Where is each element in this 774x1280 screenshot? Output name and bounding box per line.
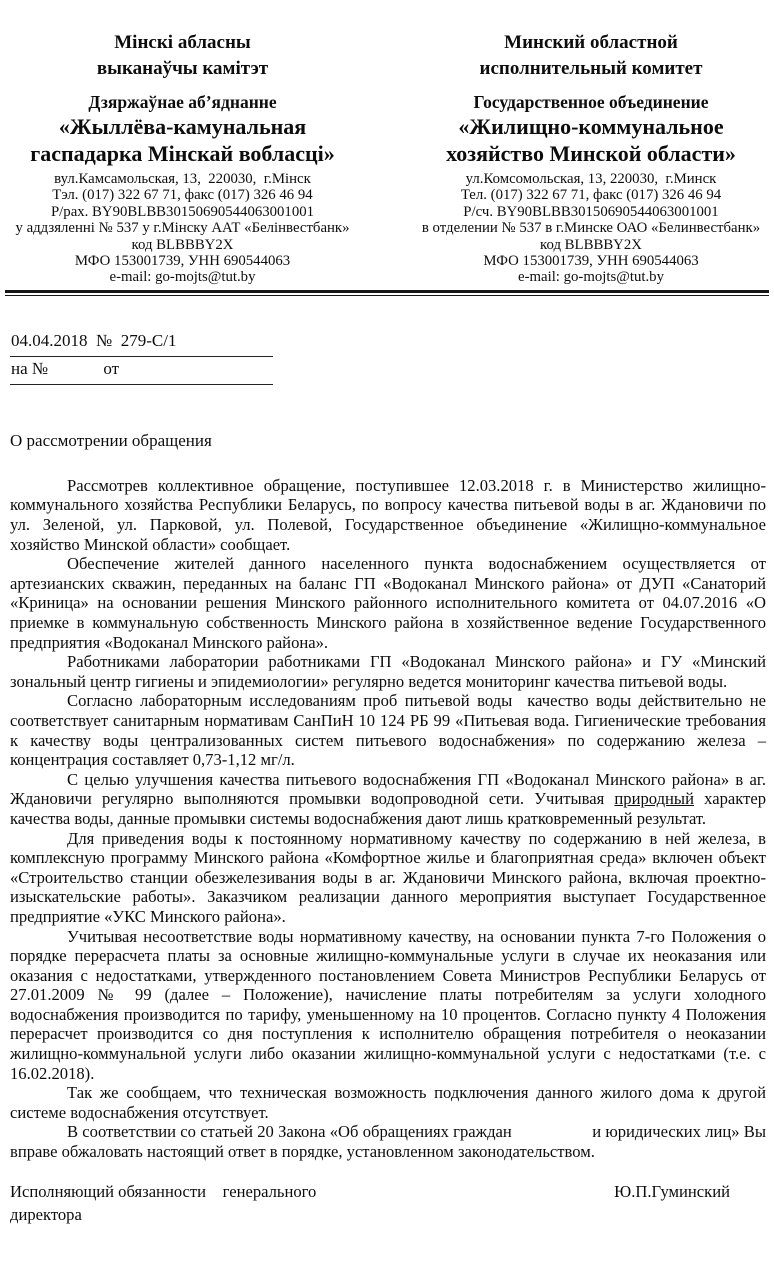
reference-block xyxy=(10,329,273,385)
organization-name-ru xyxy=(416,113,766,167)
phone-line: Тэл. (017) 322 67 71, факс (017) 326 46 94 xyxy=(52,187,313,204)
organization-name-by xyxy=(10,113,355,167)
address-block-ru xyxy=(416,171,766,286)
signature-position xyxy=(10,1180,316,1226)
bank-line: у аддзяленні № 537 у г.Мінску ААТ «Белінвестбанк» xyxy=(15,220,350,237)
body-paragraph: Так же сообщаем, что техническая возможность подключения данного жилого дома к другой системе водоснабжения отсутствует. xyxy=(10,1083,766,1122)
organization-name-line: хозяйство Минской области» xyxy=(446,141,736,166)
underlined-word: природный xyxy=(614,789,694,809)
body-paragraph: Для приведения воды к постоянному нормативному качеству по содержанию в ней железа, в комплексную программу Минского района «Комфортное жилье и благоприятная среда» включен объект «Строительство станции обезжелезивания воды в аг. Ждановичи Минского района, включая проектно-изыскательские работы». Заказчиком реализации данного мероприятия выступает Государственное предприятие «УКС Минского района». xyxy=(10,828,766,926)
body-paragraph: Обеспечение жителей данного населенного пункта водоснабжением осуществляется от артезианских скважин, переданных на баланс ГП «Водоканал Минского района» от ДУП «Санаторий «Криница» на основании решения Минского районного исполнительного комитета от 04.07.2016 «О приемке в коммунальную собственность Минского района в хозяйственное ведение Государственного предприятия «Водоканал Минского района». xyxy=(10,554,766,652)
organization-name-line: гаспадарка Мінскай вобласці» xyxy=(30,141,335,166)
body-paragraph: В соответствии со статьей 20 Закона «Об обращениях граждан и юридических лиц» Вы вправе обжаловать настоящий ответ в порядке, установленном законодательством. xyxy=(10,1122,766,1162)
committee-line: Мінскі абласны xyxy=(114,32,251,53)
bank-code-line: код BLBBBY2X xyxy=(131,236,234,253)
email-line: e-mail: go-mojts@tut.by xyxy=(109,269,256,286)
body-paragraph: Рассмотрев коллективное обращение, поступившее 12.03.2018 г. в Министерство жилищно-коммунального хозяйства Республики Беларусь, по вопросу качества питьевой воды в аг. Ждановичи по ул. Зеленой, ул. Парковой, ул. Полевой, Государственное объединение «Жилищно-коммунальное хозяйство Минской области» сообщает. xyxy=(10,475,766,554)
email-line: e-mail: go-mojts@tut.by xyxy=(518,269,664,286)
committee-name-ru xyxy=(416,30,766,82)
association-label-ru: Государственное объединение xyxy=(473,92,709,112)
committee-line: исполнительный комитет xyxy=(479,58,703,79)
committee-line: Минский областной xyxy=(504,32,678,53)
paragraph-text: С целью улучшения качества питьевого водоснабжения ГП «Водоканал Минского района» в аг. Ждановичи регулярно выполняются промывки водопроводной сети. Учитывая xyxy=(10,769,766,809)
separator-rule xyxy=(5,290,769,296)
committee-line: выканаўчы камітэт xyxy=(96,58,269,79)
phone-line: Тел. (017) 322 67 71, факс (017) 326 46 94 xyxy=(460,187,722,204)
paragraph-text: характер качества воды, данные промывки системы водоснабжения дают лишь кратковременный результат. xyxy=(10,789,766,828)
body-paragraph: Согласно лабораторным исследованиям проб питьевой воды качество воды действительно не соответствует санитарным нормативам СанПиН 10 124 РБ 99 «Питьевая вода. Гигиенические требования к качеству воды централизованных систем питьевого водоснабжения» по содержанию железа – концентрация составляет 0,73-1,12 мг/л. xyxy=(10,691,766,770)
signature-block xyxy=(10,1180,730,1226)
subject-line: О рассмотрении обращения xyxy=(10,430,212,450)
letter-body xyxy=(10,476,766,1162)
address-line: вул.Камсамольская, 13, 220030, г.Мінск xyxy=(54,171,311,187)
bank-line: в отделении № 537 в г.Минске ОАО «Белинвестбанк» xyxy=(421,220,761,237)
committee-name-by xyxy=(10,30,355,82)
association-label-by: Дзяржаўнае аб’яднанне xyxy=(88,92,277,112)
signature-position-line: директора xyxy=(10,1204,82,1224)
account-line: Р/сч. BY90BLBB30150690544063001001 xyxy=(463,203,719,220)
body-paragraph xyxy=(10,770,766,829)
mfo-unn-line: МФО 153001739, УНН 690544063 xyxy=(483,253,699,270)
letterhead-russian xyxy=(416,30,766,286)
body-paragraph: Учитывая несоответствие воды нормативному качеству, на основании пункта 7-го Положения о порядке перерасчета платы за основные жилищно-коммунальные услуги в случае их неоказания или оказания с недостатками, утвержденного постановлением Совета Министров Республики Беларусь от 27.01.2009 № 99 (далее – Положение), начисление платы потребителям за услуги холодного водоснабжения производится по тарифу, уменьшенному на 10 процентов. Согласно пункту 4 Положения перерасчет производится со дня поступления к исполнителю обращения потребителя о неоказании жилищно-коммунальной услуги либо оказании жилищно-коммунальной услуги с недостатками (т.е. с 16.02.2018). xyxy=(10,926,766,1083)
address-line: ул.Комсомольская, 13, 220030, г.Минск xyxy=(465,171,717,187)
date-number-line: 04.04.2018 № 279-С/1 xyxy=(10,329,273,357)
organization-name-line: «Жыллёва-камунальная xyxy=(58,114,307,139)
body-paragraph: Работниками лаборатории работниками ГП «Водоканал Минского района» и ГУ «Минский зональный центр гигиены и эпидемиологии» регулярно ведется мониторинг качества питьевой воды. xyxy=(10,652,766,691)
mfo-unn-line: МФО 153001739, УНН 690544063 xyxy=(74,253,291,270)
reply-reference-line: на № от xyxy=(10,357,273,385)
bank-code-line: код BLBBBY2X xyxy=(540,236,642,253)
signature-name: Ю.П.Гуминский xyxy=(614,1181,730,1201)
letterhead-belarusian xyxy=(10,30,355,286)
address-block-by xyxy=(10,171,355,286)
account-line: Р/рах. BY90BLBB30150690544063001001 xyxy=(50,203,315,220)
letterhead xyxy=(0,0,774,286)
organization-name-line: «Жилищно-коммунальное xyxy=(458,114,724,139)
signature-position-line: Исполняющий обязанности генерального xyxy=(10,1181,317,1201)
